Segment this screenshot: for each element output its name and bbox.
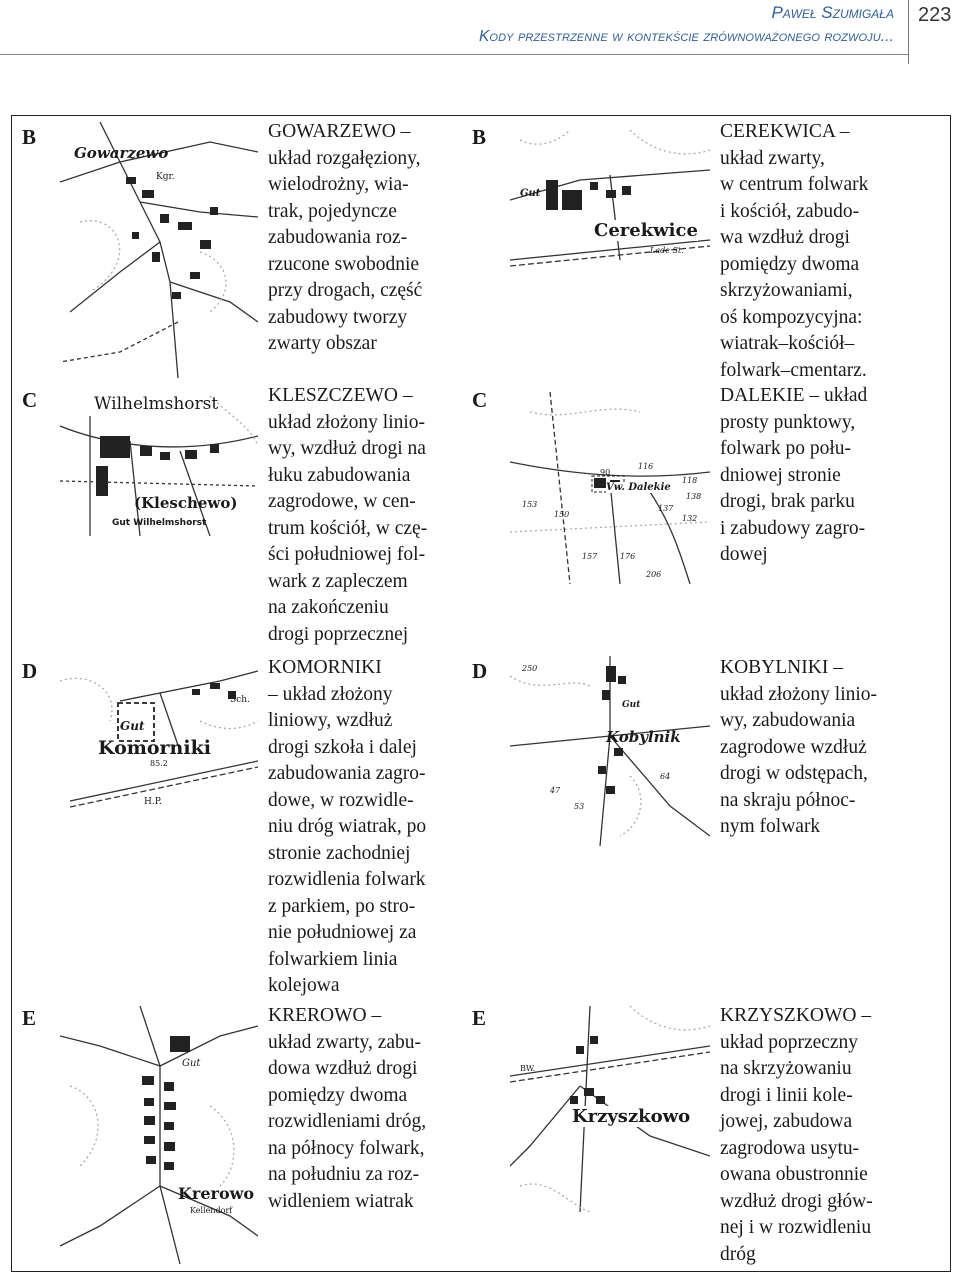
map-drawing [510,656,710,846]
header-rule [0,54,909,55]
map-label: 64 [660,772,671,781]
map-label: 137 [658,504,674,513]
settlement-description: DALEKIE – układ prosty punktowy, folwark po połu- dniowej stronie drogi, brak parku i zabudowy zagro- dowej [720,385,868,565]
running-head-title: Kody przestrzenne w kontekście zrównoważonego rozwoju... [478,28,894,45]
settlement-description: GOWARZEWO – układ rozgałęziony, wielodrożny, wia- trak, pojedyncze zabudowania roz- rzucone swobodnie przy drogach, część zabudowy tworzy zwarty obszar [268,121,423,354]
map-label: Gut [520,188,541,199]
row-letter: B [472,125,487,149]
map-label: Lade St. [650,246,684,255]
map-kobylniki [510,656,710,846]
map-label: 90 [600,468,611,477]
map-gowarzewo [60,122,258,378]
map-label: Gut [182,1058,201,1069]
map-label: 250 [522,664,538,673]
row-letter: C [472,388,488,412]
map-label: 138 [686,492,702,501]
map-label: 206 [646,570,662,579]
map-label: Cerekwice [594,220,698,241]
map-label: 85.2 [150,759,168,768]
settlement-description: KLESZCZEWO – układ złożony linio- wy, wzdłuż drogi na łuku zabudowania zagrodowe, w cen- trum kościół, w czę- ści południowej fol- wark z zapleczem na zakończeniu drogi poprzecznej [268,385,428,645]
map-label: Gut Wilhelmshorst [112,518,207,528]
map-label: 157 [582,552,598,561]
row-letter: C [22,388,38,412]
row-letter: D [22,659,38,683]
row-letter: D [472,659,488,683]
map-label: Gut [120,719,145,733]
header-divider [908,0,909,64]
map-kleszczewo [60,386,258,536]
map-cerekwica [510,130,710,298]
settlement-description: KRZYSZKOWO – układ poprzeczny na skrzyżowaniu drogi i linii kole- jowej, zabudowa zagrodowa usytu- owana obustronnie wzdłuż drogi głów- nej i w rozwidleniu dróg [720,1005,873,1265]
settlement-description: KREROWO – układ zwarty, zabu- dowa wzdłuż drogi pomiędzy dwoma rozwidleniami dróg, na północy folwark, na południu za roz- widleniem wiatrak [268,1005,427,1212]
map-label: 47 [550,786,561,795]
running-head-author: Paweł Szumigała [771,3,894,22]
map-label: Vw. Dalekie [606,482,671,493]
map-label: 150 [554,510,570,519]
map-label: Kobylnik [606,728,681,746]
map-label: Sch. [230,695,250,705]
map-drawing [510,130,710,298]
map-label: Krzyszkowo [572,1106,691,1127]
map-label: Krerowo [178,1184,255,1203]
map-dalekie [510,392,710,584]
map-label: Kgr. [156,172,175,182]
page-header [0,0,960,70]
map-label: (Kleschewo) [134,494,238,512]
map-drawing [60,1006,258,1264]
map-krzyszkowo [510,1006,710,1212]
map-label: H.P. [144,797,162,807]
map-komorniki [60,661,258,819]
map-label: BW. [520,1064,536,1073]
map-label: 116 [638,462,654,471]
settlement-description: KOBYLNIKI – układ złożony linio- wy, zabudowania zagrodowe wzdłuż drogi w odstępach, na skraju północ- nym folwark [720,657,878,837]
settlement-table [11,115,951,1272]
row-letter: E [472,1006,487,1030]
map-label: 118 [682,476,698,485]
map-label: Gowarzewo [74,144,169,162]
map-label: 153 [522,500,538,509]
row-letter: B [22,125,37,149]
map-label: Kellendorf [190,1206,233,1215]
page-number: 223 [918,4,952,26]
map-krerowo [60,1006,258,1264]
map-label: 132 [682,514,698,523]
settlement-description: CEREKWICA – układ zwarty, w centrum folwark i kościół, zabudo- wa wzdłuż drogi pomiędzy dwoma skrzyżowaniami, oś kompozycyjna: wiatrak–kościół– folwark–cmentarz. [720,121,869,381]
map-label: 53 [574,802,585,811]
settlement-description: KOMORNIKI – układ złożony liniowy, wzdłuż drogi szkoła i dalej zabudowania zagro- dowe, w rozwidle- niu dróg wiatrak, po stronie zachodniej rozwidlenia folwark z parkiem, po stro- nie południowej za folwarkiem linia kolejowa [268,657,427,996]
row-letter: E [22,1006,37,1030]
map-label: 176 [620,552,636,561]
map-label: Wilhelmshorst [94,394,219,414]
map-label: Gut [622,700,641,710]
map-label: Komorniki [98,737,211,759]
